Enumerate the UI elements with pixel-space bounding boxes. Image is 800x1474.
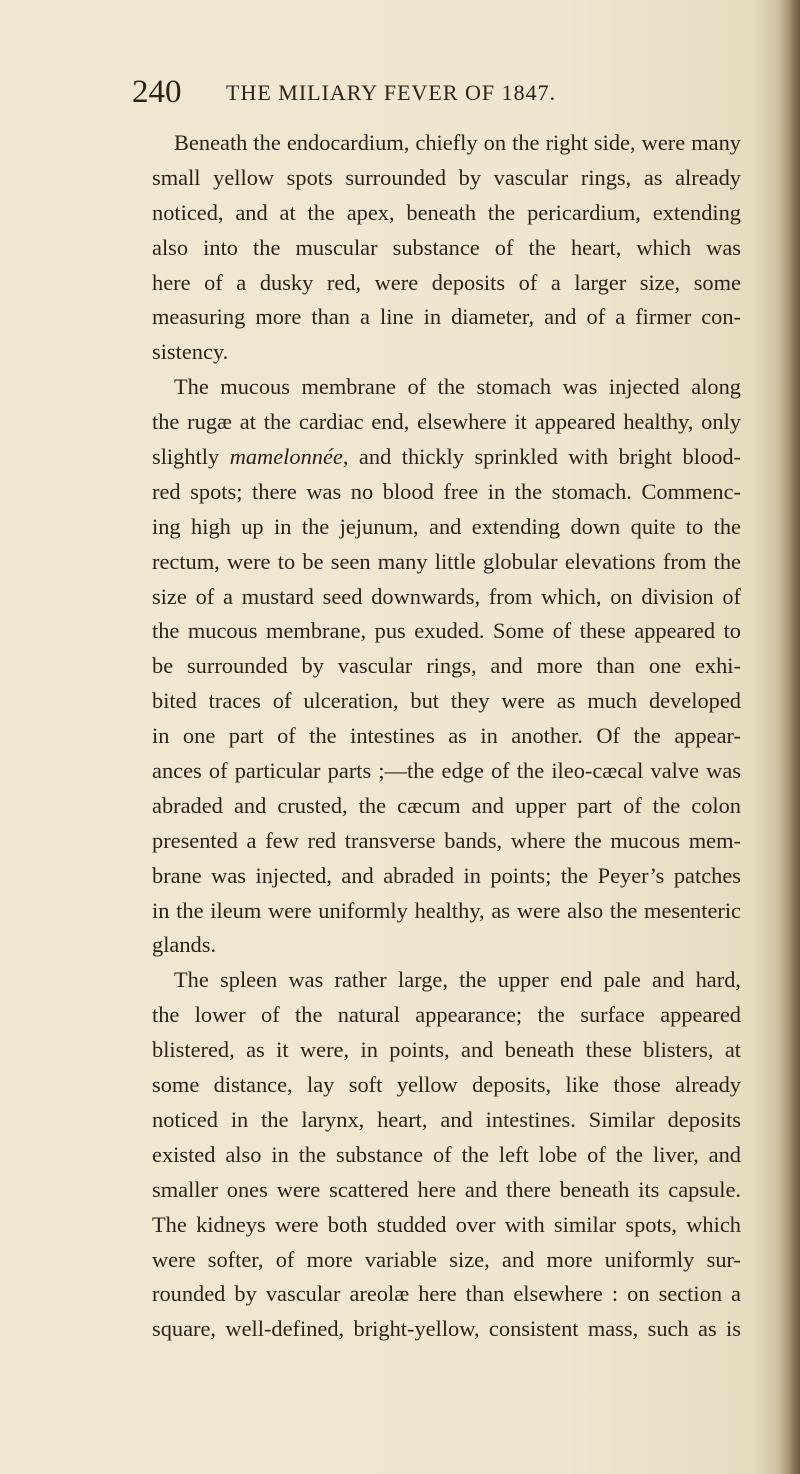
text-line: be surrounded by vascular rings, and more than one exhi- (152, 653, 741, 679)
text-line: some distance, lay soft yellow deposits, like those already (152, 1072, 741, 1098)
text-line: smaller ones were scattered here and there beneath its capsule. (152, 1176, 741, 1202)
paragraph-stomach (132, 370, 741, 963)
text-line: sistency. (152, 339, 229, 365)
text-line: in the ileum were uniformly healthy, as were also the mesenteric (152, 897, 741, 923)
text-line: size of a mustard seed downwards, from which, on division of (152, 583, 741, 609)
page-number: 240 (132, 74, 182, 110)
text-line: noticed, and at the apex, beneath the pericardium, extending (152, 199, 741, 225)
text-line: rounded by vascular areolæ here than elsewhere : on section a (152, 1281, 741, 1307)
text-line: ances of particular parts ;—the edge of the ileo-cæcal valve was (152, 758, 741, 784)
text-line: The mucous membrane of the stomach was injected along (174, 374, 741, 400)
paragraph-endocardium (132, 126, 741, 370)
text-line: here of a dusky red, were deposits of a larger size, some (152, 269, 741, 295)
text-line: the rugæ at the cardiac end, elsewhere it appeared healthy, only (152, 409, 741, 435)
text-line: the lower of the natural appearance; the surface appeared (152, 1002, 741, 1028)
text-line-with-italic (132, 440, 741, 475)
text-line: existed also in the substance of the left lobe of the liver, and (152, 1141, 741, 1167)
page-header (132, 72, 732, 112)
text-line: bited traces of ulceration, but they were as much developed (152, 688, 741, 714)
text-line: measuring more than a line in diameter, and of a firmer con- (152, 304, 741, 330)
running-head: THE MILIARY FEVER OF 1847. (226, 80, 557, 105)
text-line: the mucous membrane, pus exuded. Some of these appeared to (152, 618, 741, 644)
text-line: in one part of the intestines as in another. Of the appear- (152, 723, 741, 749)
page-binding-shadow (778, 0, 800, 1474)
text-line: also into the muscular substance of the heart, which was (152, 234, 741, 260)
text-line: ing high up in the jejunum, and extending down quite to the (152, 513, 741, 539)
text-line: glands. (152, 932, 217, 958)
text-line: rectum, were to be seen many little globular elevations from the (152, 548, 741, 574)
text-line: brane was injected, and abraded in points; the Peyer’s patches (152, 862, 741, 888)
text-line: Beneath the endocardium, chiefly on the right side, were many (174, 130, 741, 155)
text-line: square, well-defined, bright-yellow, consistent mass, such as is (152, 1316, 741, 1342)
text-line: red spots; there was no blood free in the stomach. Commenc- (152, 478, 741, 504)
text-line: noticed in the larynx, heart, and intestines. Similar deposits (152, 1106, 741, 1132)
text-line: small yellow spots surrounded by vascular rings, as already (152, 164, 741, 190)
text-line: The spleen was rather large, the upper end pale and hard, (174, 967, 741, 993)
text-line: blistered, as it were, in points, and beneath these blisters, at (152, 1037, 741, 1063)
paragraph-spleen (132, 963, 741, 1347)
text-line: The kidneys were both studded over with similar spots, which (152, 1211, 741, 1237)
text-line: were softer, of more variable size, and more uniformly sur- (152, 1246, 741, 1272)
text-line: slightly mamelonnée, and thickly sprinkled with bright blood- (152, 444, 742, 470)
italic-term: mamelonnée (229, 444, 343, 470)
body-text (132, 126, 741, 1347)
text-line: abraded and crusted, the cæcum and upper part of the colon (152, 792, 741, 818)
text-line: presented a few red transverse bands, where the mucous mem- (152, 827, 741, 853)
